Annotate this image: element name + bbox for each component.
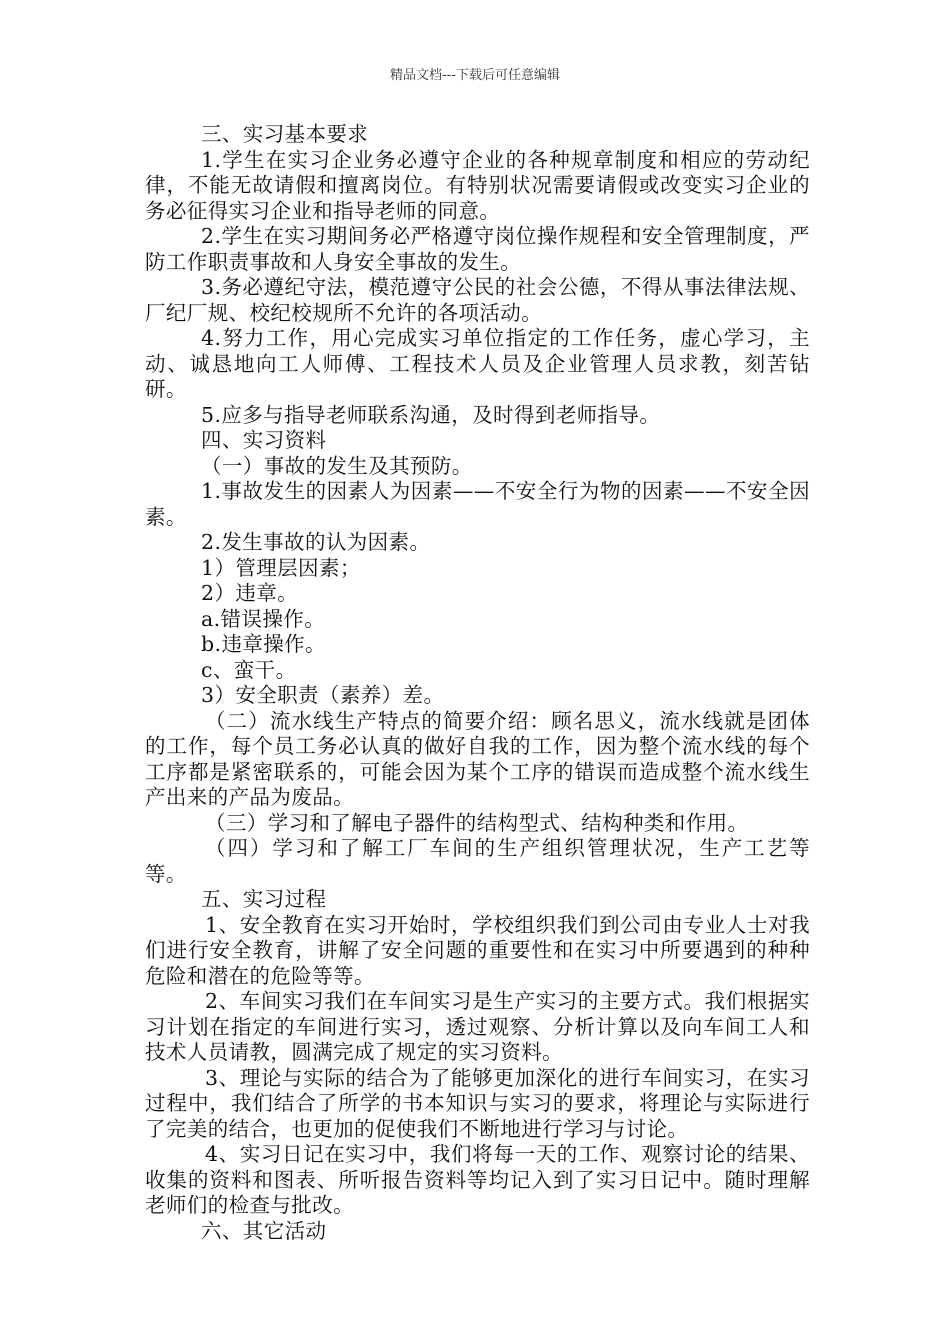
paragraph: （二）流水线生产特点的简要介绍：顾名思义，流水线就是团体的工作，每个员工务必认真的做好自我的工作，因为整个流水线的每个工序都是紧密联系的，可能会因为某个工序的错误而造成整个流水线生产出来的产品为废品。 (145, 708, 810, 809)
paragraph: c、蛮干。 (201, 657, 297, 682)
paragraph: a.错误操作。 (201, 606, 326, 631)
document-body (145, 122, 810, 1244)
paragraph: 三、实习基本要求 (201, 122, 369, 146)
paragraph: 六、其它活动 (201, 1218, 327, 1243)
paragraph: 4、实习日记在实习中，我们将每一天的工作、观察讨论的结果、收集的资料和图表、所听报告资料等均记入到了实习日记中。随时理解老师们的检查与批改。 (145, 1142, 810, 1217)
paragraph: 1.事故发生的因素人为因素——不安全行为物的因素——不安全因素。 (145, 479, 810, 529)
paragraph: 3、理论与实际的结合为了能够更加深化的进行车间实习，在实习过程中，我们结合了所学的书本知识与实习的要求，将理论与实际进行了完美的结合，也更加的促使我们不断地进行学习与讨论。 (145, 1065, 810, 1141)
paragraph: 3）安全职责（素养）差。 (201, 683, 445, 707)
paragraph: 5.应多与指导老师联系沟通，及时得到老师指导。 (201, 402, 661, 427)
paragraph: 3.务必遵纪守法，模范遵守公民的社会公德，不得从事法律法规、厂纪厂规、校纪校规所不允许的各项活动。 (145, 275, 810, 325)
paragraph: 1、安全教育在实习开始时，学校组织我们到公司由专业人士对我们进行安全教育，讲解了安全问题的重要性和在实习中所要遇到的种种危险和潜在的危险等等。 (145, 912, 810, 988)
paragraph: （一）事故的发生及其预防。 (201, 453, 473, 478)
paragraph: 五、实习过程 (201, 887, 327, 911)
paragraph: 2）违章。 (201, 581, 299, 605)
paragraph: （四）学习和了解工厂车间的生产组织管理状况，生产工艺等等。 (145, 836, 810, 886)
paragraph: 四、实习资料 (201, 428, 327, 452)
paragraph: 4.努力工作，用心完成实习单位指定的工作任务，虚心学习，主动、诚恳地向工人师傅、工程技术人员及企业管理人员求教，刻苦钻研。 (145, 326, 810, 401)
paragraph: 2.发生事故的认为因素。 (201, 530, 431, 554)
paragraph: 2.学生在实习期间务必严格遵守岗位操作规程和安全管理制度，严防工作职责事故和人身安全事故的发生。 (145, 224, 810, 274)
paragraph: 2、车间实习我们在车间实习是生产实习的主要方式。我们根据实习计划在指定的车间进行实习，透过观察、分析计算以及向车间工人和技术人员请教，圆满完成了规定的实习资料。 (145, 989, 810, 1064)
page-header: 精品文档---下载后可任意编辑 (389, 68, 561, 83)
paragraph: b.违章操作。 (201, 632, 326, 656)
paragraph: （三）学习和了解电子器件的结构型式、结构种类和作用。 (205, 810, 749, 835)
paragraph: 1.学生在实习企业务必遵守企业的各种规章制度和相应的劳动纪律，不能无故请假和擅离岗位。有特别状况需要请假或改变实习企业的务必征得实习企业和指导老师的同意。 (145, 147, 810, 223)
paragraph: 1）管理层因素； (201, 555, 361, 580)
